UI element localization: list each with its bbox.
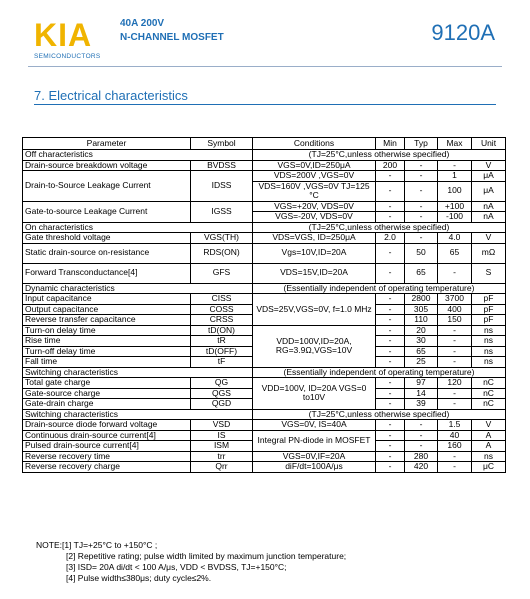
note-4: [4] Pulse width≤380μs; duty cycle≤2%. xyxy=(66,573,212,583)
cell-typ: 30 xyxy=(405,336,438,347)
header-symbol: Symbol xyxy=(191,138,253,150)
group-label: Switching characteristics xyxy=(23,367,253,378)
cell-symbol: VGS(TH) xyxy=(191,233,253,244)
cell-max: - xyxy=(438,357,472,368)
cell-conditions: VDS=160V ,VGS=0V TJ=125 °C xyxy=(253,181,376,201)
cell-typ: 65 xyxy=(405,263,438,283)
table-row xyxy=(23,451,506,462)
cell-symbol: VSD xyxy=(191,420,253,431)
cell-unit: nA xyxy=(472,212,506,223)
cell-typ: - xyxy=(405,441,438,452)
cell-parameter: Drain-to-Source Leakage Current xyxy=(23,171,191,202)
table-row xyxy=(23,233,506,244)
cell-parameter: Reverse recovery time xyxy=(23,451,191,462)
table-header-row xyxy=(23,138,506,150)
notes-block xyxy=(36,540,346,584)
cell-parameter: Gate threshold voltage xyxy=(23,233,191,244)
group-row xyxy=(23,409,506,420)
cell-conditions: VDS=VGS, ID=250μA xyxy=(253,233,376,244)
cell-unit: mΩ xyxy=(472,243,506,263)
cell-max: 40 xyxy=(438,430,472,441)
cell-symbol: BVDSS xyxy=(191,160,253,171)
cell-min: - xyxy=(376,357,405,368)
cell-typ: - xyxy=(405,212,438,223)
cell-unit: V xyxy=(472,233,506,244)
cell-max: 1 xyxy=(438,171,472,182)
note-2: [2] Repetitive rating; pulse width limited by maximum junction temperature; xyxy=(66,551,347,561)
cell-min: - xyxy=(376,201,405,212)
header-parameter: Parameter xyxy=(23,138,191,150)
cell-unit: A xyxy=(472,441,506,452)
header-unit: Unit xyxy=(472,138,506,150)
cell-unit: pF xyxy=(472,304,506,315)
product-description xyxy=(120,17,224,45)
cell-max: 65 xyxy=(438,243,472,263)
cell-parameter: Gate-source charge xyxy=(23,388,191,399)
cell-min: - xyxy=(376,294,405,305)
cell-max: 120 xyxy=(438,378,472,389)
cell-conditions: VDD=100V, ID=20A VGS=0 to10V xyxy=(253,378,376,410)
cell-min: - xyxy=(376,420,405,431)
cell-typ: 25 xyxy=(405,357,438,368)
cell-parameter: Forward Transconductance[4] xyxy=(23,263,191,283)
group-label: Dynamic characteristics xyxy=(23,283,253,294)
cell-symbol: IS xyxy=(191,430,253,441)
cell-parameter: Rise time xyxy=(23,336,191,347)
cell-symbol: CISS xyxy=(191,294,253,305)
cell-max: 150 xyxy=(438,315,472,326)
table-row xyxy=(23,160,506,171)
cell-conditions: diF/dt=100A/μs xyxy=(253,462,376,473)
cell-typ: 65 xyxy=(405,346,438,357)
cell-conditions: VDS=25V,VGS=0V, f=1.0 MHz xyxy=(253,294,376,326)
cell-max: - xyxy=(438,325,472,336)
cell-symbol: tD(ON) xyxy=(191,325,253,336)
cell-unit: nA xyxy=(472,201,506,212)
cell-unit: ns xyxy=(472,357,506,368)
cell-unit: pF xyxy=(472,294,506,305)
group-row xyxy=(23,367,506,378)
cell-typ: 110 xyxy=(405,315,438,326)
cell-conditions: VGS=0V,IF=20A xyxy=(253,451,376,462)
cell-typ: - xyxy=(405,201,438,212)
cell-symbol: tF xyxy=(191,357,253,368)
cell-min: - xyxy=(376,181,405,201)
cell-typ: 305 xyxy=(405,304,438,315)
cell-max: - xyxy=(438,263,472,283)
group-condition: (TJ=25°C,unless otherwise specified) xyxy=(253,222,506,233)
table-row xyxy=(23,171,506,182)
cell-conditions: Integral PN-diode in MOSFET xyxy=(253,430,376,451)
cell-max: - xyxy=(438,451,472,462)
cell-parameter: Output capacitance xyxy=(23,304,191,315)
table-row xyxy=(23,325,506,336)
cell-parameter: Drain-source diode forward voltage xyxy=(23,420,191,431)
cell-parameter: Continuous drain-source current[4] xyxy=(23,430,191,441)
cell-symbol: trr xyxy=(191,451,253,462)
cell-parameter: Turn-on delay time xyxy=(23,325,191,336)
cell-conditions: VGS=0V,ID=250μA xyxy=(253,160,376,171)
table-row xyxy=(23,294,506,305)
cell-min: - xyxy=(376,346,405,357)
group-label: On characteristics xyxy=(23,222,253,233)
cell-min: - xyxy=(376,462,405,473)
group-row xyxy=(23,150,506,161)
cell-symbol: ISM xyxy=(191,441,253,452)
cell-max: 1.5 xyxy=(438,420,472,431)
table-row xyxy=(23,263,506,283)
cell-min: - xyxy=(376,263,405,283)
cell-min: - xyxy=(376,336,405,347)
table-row xyxy=(23,430,506,441)
note-1: NOTE:[1] TJ=+25°C to +150°C ; xyxy=(36,540,158,550)
cell-symbol: tD(OFF) xyxy=(191,346,253,357)
cell-conditions: VDD=100V,ID=20A, RG=3.9Ω,VGS=10V xyxy=(253,325,376,367)
cell-symbol: CRSS xyxy=(191,315,253,326)
cell-unit: nC xyxy=(472,388,506,399)
cell-typ: - xyxy=(405,420,438,431)
cell-symbol: QGD xyxy=(191,399,253,410)
cell-unit: μC xyxy=(472,462,506,473)
cell-symbol: RDS(ON) xyxy=(191,243,253,263)
group-row xyxy=(23,222,506,233)
section-underline xyxy=(34,104,496,105)
cell-parameter: Reverse transfer capacitance xyxy=(23,315,191,326)
cell-max: - xyxy=(438,462,472,473)
cell-unit: A xyxy=(472,430,506,441)
electrical-characteristics-table xyxy=(22,137,506,473)
cell-typ: 39 xyxy=(405,399,438,410)
cell-unit: nC xyxy=(472,399,506,410)
cell-parameter: Drain-source breakdown voltage xyxy=(23,160,191,171)
cell-max: 3700 xyxy=(438,294,472,305)
cell-max: 400 xyxy=(438,304,472,315)
note-3: [3] ISD= 20A di/dt < 100 A/μs, VDD < BVDSS, TJ=+150°C; xyxy=(66,562,287,572)
cell-max: 100 xyxy=(438,181,472,201)
cell-typ: 2800 xyxy=(405,294,438,305)
logo-text: KIA xyxy=(34,17,93,53)
table-row xyxy=(23,378,506,389)
cell-min: - xyxy=(376,388,405,399)
logo-subtitle: SEMICONDUCTORS xyxy=(34,53,101,60)
cell-unit: pF xyxy=(472,315,506,326)
company-logo xyxy=(34,17,101,60)
cell-min: 200 xyxy=(376,160,405,171)
cell-min: - xyxy=(376,212,405,223)
cell-unit: nC xyxy=(472,378,506,389)
cell-typ: - xyxy=(405,181,438,201)
type-line: N-CHANNEL MOSFET xyxy=(120,32,224,43)
cell-max: - xyxy=(438,160,472,171)
cell-unit: S xyxy=(472,263,506,283)
cell-parameter: Fall time xyxy=(23,357,191,368)
cell-unit: ns xyxy=(472,346,506,357)
cell-max: - xyxy=(438,399,472,410)
cell-max: - xyxy=(438,388,472,399)
cell-parameter: Pulsed drain-source current[4] xyxy=(23,441,191,452)
cell-typ: - xyxy=(405,171,438,182)
cell-min: - xyxy=(376,430,405,441)
header-typ: Typ xyxy=(405,138,438,150)
cell-symbol: GFS xyxy=(191,263,253,283)
header-divider xyxy=(28,66,502,67)
cell-typ: 50 xyxy=(405,243,438,263)
cell-typ: 97 xyxy=(405,378,438,389)
cell-min: - xyxy=(376,304,405,315)
table-row xyxy=(23,462,506,473)
cell-unit: μA xyxy=(472,181,506,201)
cell-unit: ns xyxy=(472,451,506,462)
cell-unit: μA xyxy=(472,171,506,182)
cell-typ: 20 xyxy=(405,325,438,336)
table-row xyxy=(23,420,506,431)
cell-max: - xyxy=(438,346,472,357)
header-max: Max xyxy=(438,138,472,150)
cell-symbol: IGSS xyxy=(191,201,253,222)
cell-min: - xyxy=(376,315,405,326)
cell-max: - xyxy=(438,336,472,347)
cell-max: -100 xyxy=(438,212,472,223)
cell-max: +100 xyxy=(438,201,472,212)
cell-symbol: QGS xyxy=(191,388,253,399)
cell-max: 160 xyxy=(438,441,472,452)
header-conditions: Conditions xyxy=(253,138,376,150)
cell-max: 4.0 xyxy=(438,233,472,244)
cell-unit: V xyxy=(472,160,506,171)
cell-parameter: Input capacitance xyxy=(23,294,191,305)
cell-typ: - xyxy=(405,233,438,244)
group-label: Off characteristics xyxy=(23,150,253,161)
cell-symbol: COSS xyxy=(191,304,253,315)
cell-typ: 420 xyxy=(405,462,438,473)
cell-symbol: Qrr xyxy=(191,462,253,473)
cell-typ: 14 xyxy=(405,388,438,399)
cell-typ: - xyxy=(405,430,438,441)
cell-symbol: QG xyxy=(191,378,253,389)
header-min: Min xyxy=(376,138,405,150)
cell-min: - xyxy=(376,399,405,410)
cell-parameter: Total gate charge xyxy=(23,378,191,389)
cell-min: - xyxy=(376,441,405,452)
group-condition: (Essentially independent of operating temperature) xyxy=(253,283,506,294)
cell-conditions: VDS=200V ,VGS=0V xyxy=(253,171,376,182)
cell-parameter: Turn-off delay time xyxy=(23,346,191,357)
cell-conditions: Vgs=10V,ID=20A xyxy=(253,243,376,263)
cell-unit: V xyxy=(472,420,506,431)
cell-min: 2.0 xyxy=(376,233,405,244)
cell-typ: 280 xyxy=(405,451,438,462)
cell-min: - xyxy=(376,325,405,336)
cell-conditions: VGS=0V, IS=40A xyxy=(253,420,376,431)
cell-symbol: tR xyxy=(191,336,253,347)
rating-line: 40A 200V xyxy=(120,18,165,29)
cell-min: - xyxy=(376,378,405,389)
table-row xyxy=(23,201,506,212)
group-row xyxy=(23,283,506,294)
cell-conditions: VDS=15V,ID=20A xyxy=(253,263,376,283)
cell-parameter: Gate-to-source Leakage Current xyxy=(23,201,191,222)
table-row xyxy=(23,243,506,263)
cell-unit: ns xyxy=(472,336,506,347)
group-condition: (TJ=25°C,unless otherwise specified) xyxy=(253,150,506,161)
cell-min: - xyxy=(376,451,405,462)
section-title: 7. Electrical characteristics xyxy=(34,88,188,103)
cell-min: - xyxy=(376,171,405,182)
group-condition: (TJ=25°C,unless otherwise specified) xyxy=(253,409,506,420)
group-label: Switching characteristics xyxy=(23,409,253,420)
cell-min: - xyxy=(376,243,405,263)
cell-conditions: VGS=-20V, VDS=0V xyxy=(253,212,376,223)
cell-parameter: Gate-drain charge xyxy=(23,399,191,410)
cell-conditions: VGS=+20V, VDS=0V xyxy=(253,201,376,212)
cell-parameter: Static drain-source on-resistance xyxy=(23,243,191,263)
cell-unit: ns xyxy=(472,325,506,336)
cell-symbol: IDSS xyxy=(191,171,253,202)
cell-parameter: Reverse recovery charge xyxy=(23,462,191,473)
cell-typ: - xyxy=(405,160,438,171)
part-number: 9120A xyxy=(431,20,495,45)
group-condition: (Essentially independent of operating temperature) xyxy=(253,367,506,378)
